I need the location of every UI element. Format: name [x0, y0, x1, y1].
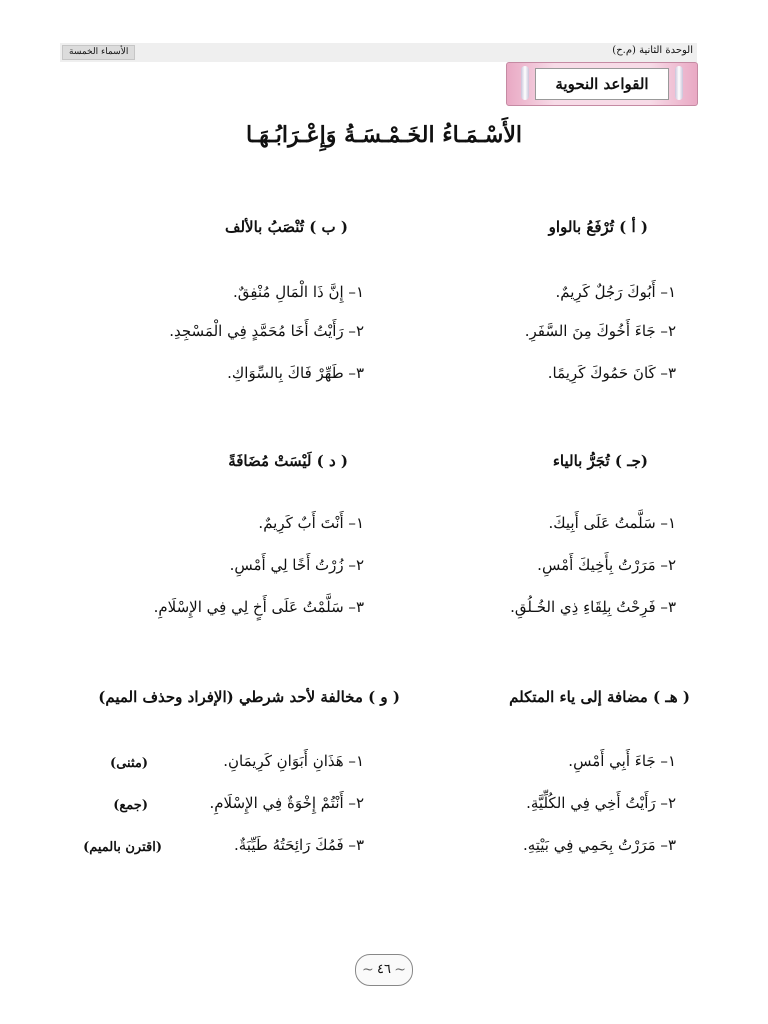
- section-b-heading: ( ب ) تُنْصَبُ بالألف: [224, 218, 348, 236]
- section-f-note-1: (مثنى): [110, 756, 148, 771]
- unit-label: الوحدة الثانية (م.ح): [612, 45, 693, 56]
- section-c-example-1: ١– سَلَّمتُ عَلَى أَبِيكَ.: [548, 514, 676, 532]
- page-title: الأَسْـمَـاءُ الخَـمْـسَـةُ وَإِعْـرَابُـهَـا: [246, 122, 522, 148]
- section-a-example-2: ٢– جَاءَ أَخُوكَ مِنَ السَّفَرِ.: [524, 322, 676, 340]
- section-a-example-3: ٣– كَانَ حَمُوكَ كَرِيمًا.: [547, 364, 676, 382]
- section-e-example-1: ١– جَاءَ أَبِي أَمْسِ.: [568, 752, 676, 770]
- chapter-tag: الأسماء الخمسة: [62, 45, 135, 60]
- section-b-example-3: ٣– طَهِّرْ فَاكَ بِالسِّوَاكِ.: [227, 364, 364, 382]
- section-c-example-3: ٣– فَرِحْتُ بِلِقَاءِ ذِي الخُـلُقِ.: [510, 598, 676, 616]
- section-b-example-1: ١– إِنَّ ذَا الْمَالِ مُنْفِقٌ.: [233, 283, 364, 301]
- section-label: القواعد النحوية: [535, 68, 669, 100]
- section-f-example-2: ٢– أَنْتُمْ إِخْوَةٌ فِي الإِسْلَامِ.: [209, 794, 364, 812]
- section-d-heading: ( د ) لَيْسَتْ مُضَافَةً: [228, 452, 348, 470]
- section-e-example-2: ٢– رَأَيْتُ أَخِي فِي الكُلِّيَّةِ.: [526, 794, 676, 812]
- section-e-example-3: ٣– مَرَرْتُ بِحَمِي فِي بَيْتِهِ.: [522, 836, 676, 854]
- page-header-bar: [60, 43, 697, 62]
- section-d-example-1: ١– أَنْتَ أَبٌ كَرِيمٌ.: [258, 514, 364, 532]
- section-a-heading: ( أ ) تُرْفَعُ بالواو: [548, 218, 648, 236]
- section-f-example-1: ١– هَذَانِ أَبَوَانِ كَرِيمَانِ.: [223, 752, 364, 770]
- section-f-note-3: (اقترن بالميم): [83, 840, 162, 855]
- page-number: ~ ٤٦ ~: [355, 954, 413, 986]
- section-c-example-2: ٢– مَرَرْتُ بِأَخِيكَ أَمْسِ.: [537, 556, 676, 574]
- section-c-heading: (جـ ) تُجَرُّ بالياء: [552, 452, 648, 470]
- section-d-example-3: ٣– سَلَّمْتُ عَلَى أَخٍ لِي فِي الإِسْلَامِ.: [153, 598, 364, 616]
- section-d-example-2: ٢– زُرْتُ أَخًا لِي أَمْسِ.: [229, 556, 364, 574]
- section-f-heading: ( و ) مخالفة لأحد شرطي (الإفراد وحذف الميم): [98, 688, 400, 706]
- section-a-example-1: ١– أَبُوكَ رَجُلٌ كَرِيمٌ.: [555, 283, 676, 301]
- section-f-note-2: (جمع): [113, 798, 148, 813]
- section-f-example-3: ٣– فَمُكَ رَائِحَتُهُ طَيِّبَةٌ.: [234, 836, 364, 854]
- section-b-example-2: ٢– رَأَيْتُ أَخَا مُحَمَّدٍ فِي الْمَسْجِدِ.: [169, 322, 364, 340]
- section-banner: [506, 62, 698, 106]
- section-e-heading: ( هـ ) مضافة إلى ياء المتكلم: [509, 688, 690, 706]
